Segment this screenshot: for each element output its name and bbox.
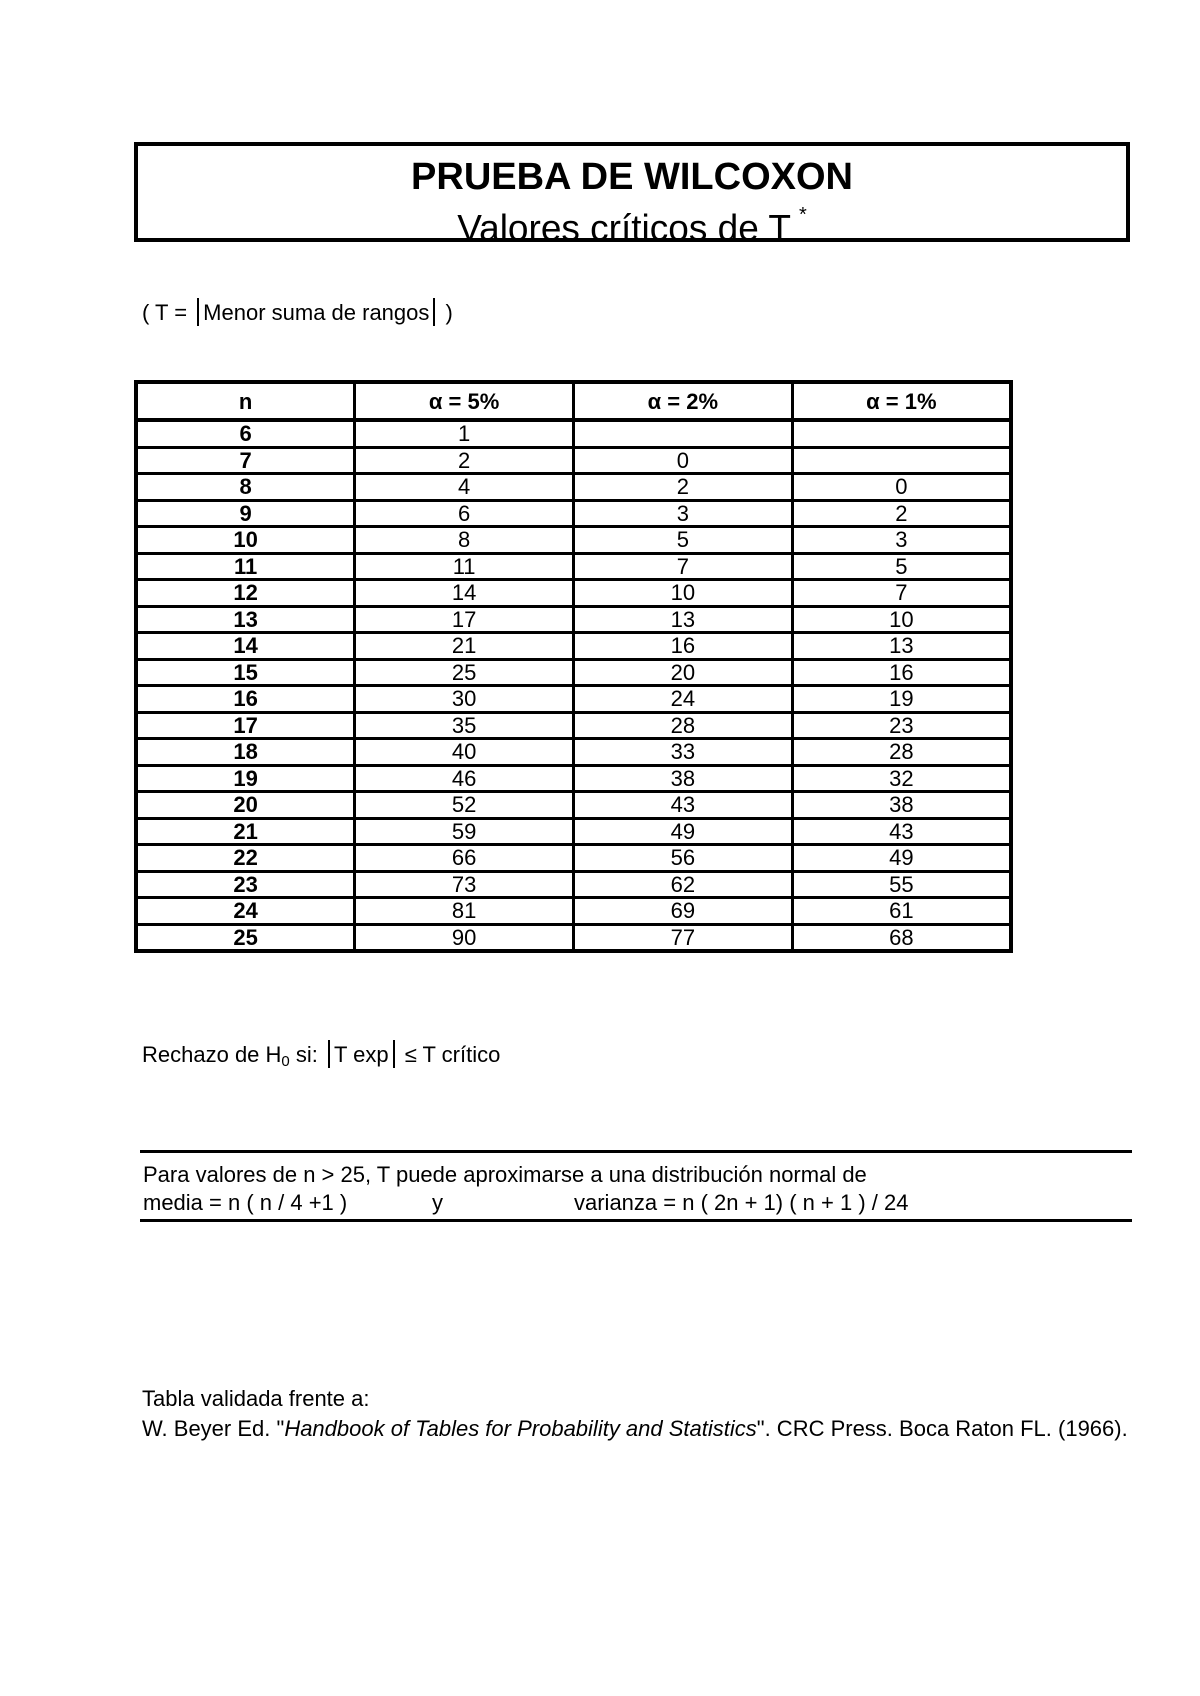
table-row bbox=[136, 898, 1011, 925]
critical-value-cell: 25 bbox=[355, 659, 574, 686]
table-row bbox=[136, 580, 1011, 607]
critical-value-cell: 38 bbox=[574, 765, 793, 792]
reference-citation bbox=[142, 1414, 1132, 1444]
critical-value-cell: 4 bbox=[355, 474, 574, 501]
critical-value-cell: 10 bbox=[792, 606, 1011, 633]
n-cell: 20 bbox=[136, 792, 355, 819]
critical-value-cell: 19 bbox=[792, 686, 1011, 713]
n-cell: 8 bbox=[136, 474, 355, 501]
rejection-inner: T exp bbox=[334, 1042, 389, 1067]
critical-value-cell: 0 bbox=[574, 447, 793, 474]
reference-note bbox=[142, 1384, 1132, 1444]
column-header: α = 5% bbox=[355, 382, 574, 420]
approximation-line1: Para valores de n > 25, T puede aproximarse a una distribución normal de bbox=[143, 1162, 867, 1187]
n-cell: 12 bbox=[136, 580, 355, 607]
critical-value-cell: 13 bbox=[792, 633, 1011, 660]
critical-value-cell: 77 bbox=[574, 924, 793, 951]
critical-value-cell: 28 bbox=[792, 739, 1011, 766]
table-row bbox=[136, 553, 1011, 580]
critical-value-cell: 13 bbox=[574, 606, 793, 633]
rejection-mid: si: bbox=[289, 1042, 324, 1067]
critical-value-cell: 32 bbox=[792, 765, 1011, 792]
critical-values-table bbox=[134, 380, 1013, 953]
critical-value-cell: 2 bbox=[574, 474, 793, 501]
n-cell: 22 bbox=[136, 845, 355, 872]
critical-value-cell: 2 bbox=[355, 447, 574, 474]
footnote-marker: * bbox=[799, 204, 807, 226]
critical-value-cell: 5 bbox=[574, 527, 793, 554]
n-cell: 18 bbox=[136, 739, 355, 766]
table-row bbox=[136, 792, 1011, 819]
critical-value-cell: 38 bbox=[792, 792, 1011, 819]
critical-value-cell: 17 bbox=[355, 606, 574, 633]
n-cell: 25 bbox=[136, 924, 355, 951]
critical-value-cell: 43 bbox=[792, 818, 1011, 845]
critical-value-cell bbox=[574, 420, 793, 447]
table-row bbox=[136, 606, 1011, 633]
critical-value-cell: 40 bbox=[355, 739, 574, 766]
reference-rest: ". CRC Press. Boca Raton FL. (1966). bbox=[756, 1416, 1128, 1441]
abs-bar-left bbox=[197, 298, 199, 326]
normal-approximation-note bbox=[140, 1150, 1132, 1222]
critical-value-cell: 10 bbox=[574, 580, 793, 607]
critical-value-cell: 1 bbox=[355, 420, 574, 447]
rejection-rule bbox=[142, 1040, 500, 1077]
n-cell: 14 bbox=[136, 633, 355, 660]
critical-value-cell: 14 bbox=[355, 580, 574, 607]
n-cell: 15 bbox=[136, 659, 355, 686]
page-title: PRUEBA DE WILCOXON bbox=[411, 156, 853, 198]
table-row bbox=[136, 527, 1011, 554]
critical-value-cell: 43 bbox=[574, 792, 793, 819]
n-cell: 16 bbox=[136, 686, 355, 713]
table-row bbox=[136, 659, 1011, 686]
page-subtitle bbox=[138, 200, 1126, 249]
critical-value-cell: 5 bbox=[792, 553, 1011, 580]
table-row bbox=[136, 420, 1011, 447]
critical-value-cell: 8 bbox=[355, 527, 574, 554]
n-cell: 9 bbox=[136, 500, 355, 527]
critical-value-cell: 66 bbox=[355, 845, 574, 872]
critical-value-cell: 35 bbox=[355, 712, 574, 739]
table-row bbox=[136, 818, 1011, 845]
critical-value-cell: 3 bbox=[792, 527, 1011, 554]
critical-value-cell: 20 bbox=[574, 659, 793, 686]
n-cell: 11 bbox=[136, 553, 355, 580]
critical-value-cell: 69 bbox=[574, 898, 793, 925]
critical-value-cell: 7 bbox=[574, 553, 793, 580]
critical-value-cell: 56 bbox=[574, 845, 793, 872]
column-header: α = 1% bbox=[792, 382, 1011, 420]
critical-value-cell: 49 bbox=[574, 818, 793, 845]
n-cell: 24 bbox=[136, 898, 355, 925]
subtitle-text: Valores críticos de T bbox=[457, 207, 792, 249]
t-definition bbox=[142, 298, 453, 327]
critical-value-cell: 21 bbox=[355, 633, 574, 660]
critical-value-cell: 30 bbox=[355, 686, 574, 713]
table-row bbox=[136, 712, 1011, 739]
critical-value-cell bbox=[792, 447, 1011, 474]
table-row bbox=[136, 447, 1011, 474]
critical-value-cell: 81 bbox=[355, 898, 574, 925]
critical-value-cell: 16 bbox=[574, 633, 793, 660]
critical-value-cell: 73 bbox=[355, 871, 574, 898]
critical-value-cell: 28 bbox=[574, 712, 793, 739]
definition-open: ( T = bbox=[142, 300, 194, 325]
critical-value-cell: 3 bbox=[574, 500, 793, 527]
approximation-mean: media = n ( n / 4 +1 ) bbox=[143, 1190, 348, 1215]
n-cell: 13 bbox=[136, 606, 355, 633]
table-row bbox=[136, 686, 1011, 713]
column-header: n bbox=[136, 382, 355, 420]
critical-value-cell: 24 bbox=[574, 686, 793, 713]
critical-value-cell: 46 bbox=[355, 765, 574, 792]
abs-bar-left bbox=[328, 1040, 330, 1068]
definition-close: ) bbox=[439, 300, 453, 325]
critical-value-cell: 2 bbox=[792, 500, 1011, 527]
critical-value-cell: 49 bbox=[792, 845, 1011, 872]
definition-text: Menor suma de rangos bbox=[203, 300, 430, 325]
critical-value-cell: 11 bbox=[355, 553, 574, 580]
n-cell: 21 bbox=[136, 818, 355, 845]
reference-intro: Tabla validada frente a: bbox=[142, 1386, 370, 1411]
table-row bbox=[136, 871, 1011, 898]
abs-bar-right bbox=[393, 1040, 395, 1068]
table-body bbox=[136, 420, 1011, 951]
critical-value-cell: 23 bbox=[792, 712, 1011, 739]
n-cell: 23 bbox=[136, 871, 355, 898]
table-row bbox=[136, 765, 1011, 792]
critical-value-cell: 55 bbox=[792, 871, 1011, 898]
critical-value-cell: 59 bbox=[355, 818, 574, 845]
n-cell: 7 bbox=[136, 447, 355, 474]
approximation-variance: varianza = n ( 2n + 1) ( n + 1 ) / 24 bbox=[574, 1190, 909, 1215]
table-header-row bbox=[136, 382, 1011, 420]
critical-value-cell: 33 bbox=[574, 739, 793, 766]
rejection-subscript: 0 bbox=[281, 1053, 290, 1070]
critical-value-cell: 62 bbox=[574, 871, 793, 898]
reference-author: W. Beyer Ed. " bbox=[142, 1416, 285, 1441]
n-cell: 19 bbox=[136, 765, 355, 792]
column-header: α = 2% bbox=[574, 382, 793, 420]
critical-value-cell: 7 bbox=[792, 580, 1011, 607]
rejection-suffix: ≤ T crítico bbox=[398, 1042, 501, 1067]
critical-value-cell: 90 bbox=[355, 924, 574, 951]
table-row bbox=[136, 924, 1011, 951]
n-cell: 6 bbox=[136, 420, 355, 447]
critical-value-cell: 52 bbox=[355, 792, 574, 819]
table-row bbox=[136, 474, 1011, 501]
table-row bbox=[136, 845, 1011, 872]
approximation-conjunction: y bbox=[432, 1190, 443, 1215]
critical-value-cell: 0 bbox=[792, 474, 1011, 501]
rejection-prefix: Rechazo de H bbox=[142, 1042, 282, 1067]
table-row bbox=[136, 500, 1011, 527]
table-row bbox=[136, 739, 1011, 766]
table-row bbox=[136, 633, 1011, 660]
critical-value-cell bbox=[792, 420, 1011, 447]
reference-book: Handbook of Tables for Probability and Statistics bbox=[284, 1416, 757, 1441]
n-cell: 17 bbox=[136, 712, 355, 739]
critical-value-cell: 16 bbox=[792, 659, 1011, 686]
critical-value-cell: 68 bbox=[792, 924, 1011, 951]
critical-value-cell: 61 bbox=[792, 898, 1011, 925]
n-cell: 10 bbox=[136, 527, 355, 554]
abs-bar-right bbox=[433, 298, 435, 326]
critical-value-cell: 6 bbox=[355, 500, 574, 527]
title-box bbox=[134, 142, 1130, 249]
